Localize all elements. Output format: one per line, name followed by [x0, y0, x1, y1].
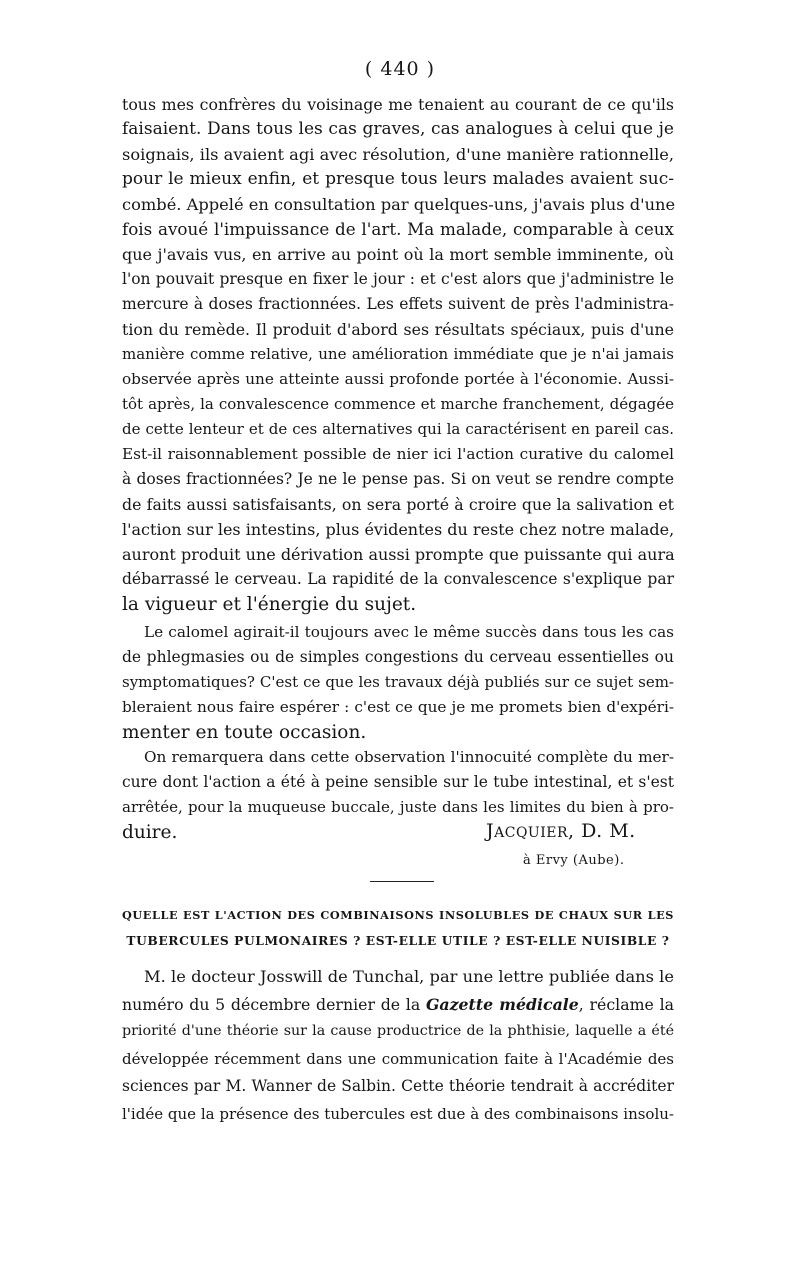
- text-line: bleraient nous faire espérer : c'est ce que je me promets bien d'expéri-: [122, 698, 674, 716]
- text-line: mercure à doses fractionnées. Les effets suivent de près l'administra-: [122, 295, 674, 313]
- text-line: observée après une atteinte aussi profonde portée à l'économie. Aussi-: [122, 370, 674, 388]
- text-line: M. le docteur Josswill de Tunchal, par une lettre publiée dans le: [144, 967, 674, 986]
- signature-title: , D. M.: [568, 820, 636, 842]
- text-line: fois avoué l'impuissance de l'art. Ma malade, comparable à ceux: [122, 219, 674, 239]
- paragraph-josswill: [122, 963, 674, 1128]
- text-segment: numéro du 5 décembre dernier de la: [122, 994, 426, 1014]
- text-line: l'action sur les intestins, plus évidentes du reste chez notre malade,: [122, 520, 675, 539]
- text-line: faisaient. Dans tous les cas graves, cas analogues à celui que je: [122, 119, 674, 139]
- text-line: l'idée que la présence des tubercules est due à des combinaisons insolu-: [122, 1104, 674, 1123]
- text-line: de faits aussi satisfaisants, on sera porté à croire que la salivation et: [122, 495, 674, 514]
- text-line: sciences par M. Wanner de Salbin. Cette théorie tendrait à accréditer: [122, 1077, 674, 1095]
- author-signature: [486, 820, 636, 842]
- paragraph-observation: [122, 92, 674, 617]
- text-line: combé. Appelé en consultation par quelques-uns, j'avais plus d'une: [122, 195, 676, 214]
- text-line: tôt après, la convalescence commence et marche franchement, dégagée: [122, 395, 674, 413]
- text-line: symptomatiques? C'est ce que les travaux déjà publiés sur ce sujet sem-: [122, 673, 674, 691]
- heading-line: QUELLE EST L'ACTION DES COMBINAISONS INSOLUBLES DE CHAUX SUR LES: [122, 908, 674, 922]
- text-line: duire.: [122, 822, 178, 843]
- text-line: soignais, ils avaient agi avec résolution, d'une manière rationnelle,: [122, 145, 675, 164]
- text-line: auront produit une dérivation aussi prompte que puissante qui aura: [122, 545, 675, 564]
- text-line: l'on pouvait presque en fixer le jour : et c'est alors que j'administre le: [122, 270, 674, 288]
- text-line: pour le mieux enfin, et presque tous leurs malades avaient suc-: [122, 169, 674, 189]
- text-line: la vigueur et l'énergie du sujet.: [122, 594, 417, 615]
- section-divider: [370, 881, 434, 882]
- signature-initial: J: [486, 820, 495, 842]
- section-heading: [122, 902, 674, 954]
- text-line: de cette lenteur et de ces alternatives qui la caractérisent en pareil cas.: [122, 420, 674, 438]
- text-line: débarrassé le cerveau. La rapidité de la convalescence s'explique par: [122, 570, 674, 588]
- text-line: à doses fractionnées? Je ne le pense pas. Si on veut se rendre compte: [122, 470, 674, 488]
- text-line: Le calomel agirait-il toujours avec le même succès dans tous les cas: [144, 623, 674, 641]
- text-line: arrêtée, pour la muqueuse buccale, juste dans les limites du bien à pro-: [122, 798, 674, 816]
- page-number: ( 440 ): [364, 58, 436, 80]
- heading-line: TUBERCULES PULMONAIRES ? EST-ELLE UTILE ? EST-ELLE NUISIBLE ?: [126, 933, 670, 948]
- text-line: priorité d'une théorie sur la cause productrice de la phthisie, laquelle a été: [122, 1023, 674, 1039]
- text-line: manière comme relative, une amélioration immédiate que je n'ai jamais: [122, 345, 674, 363]
- text-line: développée récemment dans une communication faite à l'Académie des: [122, 1049, 674, 1068]
- text-line: [122, 991, 674, 1019]
- paragraph-calomel: [122, 620, 674, 745]
- signature-name: ACQUIER: [494, 825, 569, 841]
- text-line: Est-il raisonnablement possible de nier ici l'action curative du calomel: [122, 445, 674, 463]
- text-segment: , réclame la: [578, 994, 674, 1014]
- text-line: de phlegmasies ou de simples congestions du cerveau essentielles ou: [122, 648, 674, 666]
- text-line: cure dont l'action a été à peine sensible sur le tube intestinal, et s'est: [122, 773, 674, 791]
- text-line: tion du remède. Il produit d'abord ses résultats spéciaux, puis d'une: [122, 320, 674, 339]
- text-line: tous mes confrères du voisinage me tenaient au courant de ce qu'ils: [122, 95, 674, 114]
- signature-place: à Ervy (Aube).: [523, 853, 625, 868]
- text-line: menter en toute occasion.: [122, 722, 367, 743]
- journal-title: Gazette médicale: [425, 994, 579, 1014]
- text-line: On remarquera dans cette observation l'innocuité complète du mer-: [144, 748, 674, 766]
- text-line: que j'avais vus, en arrive au point où la mort semble imminente, où: [122, 245, 674, 264]
